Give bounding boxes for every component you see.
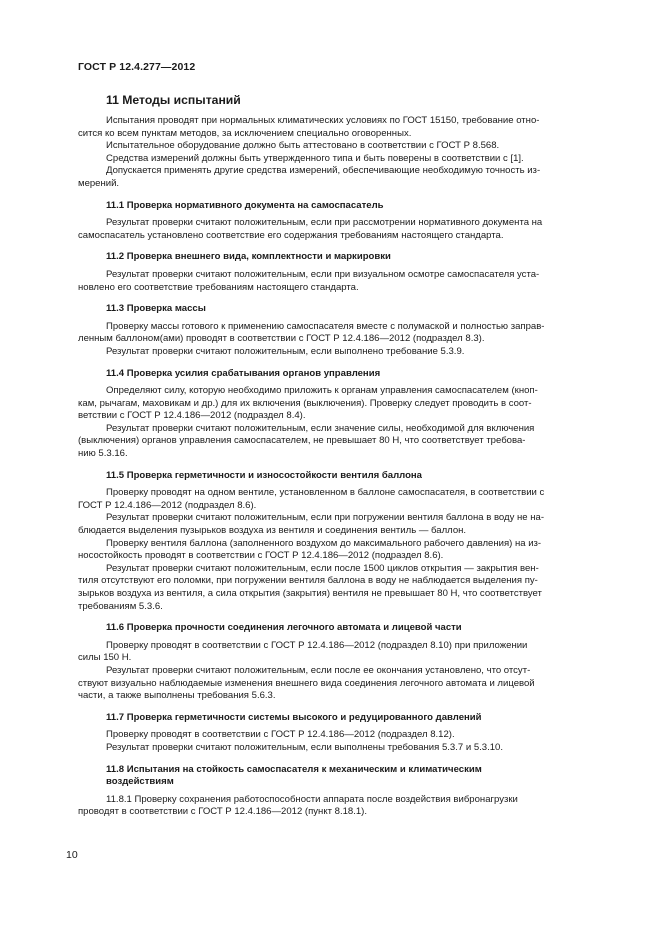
subsection-title-11-1: 11.1 Проверка нормативного документа на самоспасатель <box>106 199 384 211</box>
subsection-paragraph: Результат проверки считают положительным, если выполнены требования 5.3.7 и 5.3.10. <box>106 741 504 753</box>
subsection-paragraph: Определяют силу, которую необходимо приложить к органам управления самоспасателем (кноп- кам, рычагам, маховикам и др.) для их включения (выключения). Проверку следует проводить в соот- ветствии с ГОСТ Р 12.4.186—2012 (подраздел 8.4). <box>78 385 538 422</box>
subsection-paragraph: Результат проверки считают положительным, если при погружении вентиля баллона в воду не на- блюдается выделения пузырьков воздуха из вентиля и соединения вентиль — баллон. <box>78 512 545 537</box>
subsection-paragraph: Проверку проводят в соответствии с ГОСТ Р 12.4.186—2012 (подраздел 8.12). <box>106 729 455 741</box>
section-paragraph: Средства измерений должны быть утвержденного типа и быть поверены в соответствии с [1]. <box>106 152 524 164</box>
subsection-paragraph: 11.8.1 Проверку сохранения работоспособности аппарата после воздействия вибронагрузки проводят в соответствии с ГОСТ Р 12.4.186—2012 (пункт 8.18.1). <box>78 793 518 818</box>
subsection-paragraph: Результат проверки считают положительным, если после 1500 циклов открытия — закрытия вен- тиля отсутствуют его поломки, при погружении вентиля баллона в воду не наблюдается выделения пу- зырьков воздуха из вентиля, а сила открытия (закрытия) вентиля не превышает 80 Н, что соответствует требованиям 5.3.6. <box>78 562 542 612</box>
subsection-paragraph: Результат проверки считают положительным, если выполнено требование 5.3.9. <box>106 345 465 357</box>
subsection-title-11-3: 11.3 Проверка массы <box>106 303 206 315</box>
subsection-title-11-2: 11.2 Проверка внешнего вида, комплектности и маркировки <box>106 251 391 263</box>
section-paragraph: Допускается применять другие средства измерений, обеспечивающие необходимую точность из- мерений. <box>78 165 541 189</box>
subsection-paragraph: Результат проверки считают положительным, если при визуальном осмотре самоспасателя уста- новлено его соответствие требованиям настоящего стандарта. <box>78 268 540 293</box>
page-number: 10 <box>66 849 78 861</box>
subsection-paragraph: Результат проверки считают положительным, если после ее окончания установлено, что отсут- ствуют визуально наблюдаемые изменения внешнего вида соединения легочного автомата и лицевой части, а также выполнены требования 5.6.3. <box>78 664 535 702</box>
subsection-paragraph: Проверку вентиля баллона (заполненного воздухом до максимального рабочего давления) на из- носостойкость проводят в соответствии с ГОСТ Р 12.4.186—2012 (подраздел 8.6). <box>78 537 542 562</box>
subsection-paragraph: Результат проверки считают положительным, если при рассмотрении нормативного документа на самоспасатель установлено соответствие его содержания требованиям настоящего стандарта. <box>78 217 543 241</box>
subsection-title-11-5: 11.5 Проверка герметичности и износостойкости вентиля баллона <box>106 469 422 481</box>
section-paragraph: Испытательное оборудование должно быть аттестовано в соответствии с ГОСТ Р 8.568. <box>106 140 500 152</box>
subsection-title-11-8: 11.8 Испытания на стойкость самоспасателя к механическим и климатическим воздействиям <box>106 763 482 788</box>
document-code-header: ГОСТ Р 12.4.277—2012 <box>78 61 196 73</box>
page-content <box>78 93 610 819</box>
subsection-title-11-4: 11.4 Проверка усилия срабатывания органов управления <box>106 367 381 379</box>
section-paragraph: Испытания проводят при нормальных климатических условиях по ГОСТ 15150, требование отно- сится ко всем пунктам методов, за исключением специально оговоренных. <box>78 115 540 139</box>
section-title: 11 Методы испытаний <box>106 93 241 107</box>
subsection-paragraph: Проверку проводят в соответствии с ГОСТ Р 12.4.186—2012 (подраздел 8.10) при приложении силы 150 Н. <box>78 639 528 664</box>
subsection-paragraph: Результат проверки считают положительным, если значение силы, необходимой для включения (выключения) органов управления самоспасателем, не превышает 80 Н, что соответствует требова- нию 5.3.16. <box>78 422 535 460</box>
subsection-paragraph: Проверку проводят на одном вентиле, установленном в баллоне самоспасателя, в соответствии с ГОСТ Р 12.4.186—2012 (подраздел 8.6). <box>78 487 545 511</box>
subsection-title-11-7: 11.7 Проверка герметичности системы высокого и редуцированного давлений <box>106 711 482 723</box>
subsection-title-11-6: 11.6 Проверка прочности соединения легочного автомата и лицевой части <box>106 622 462 634</box>
subsection-paragraph: Проверку массы готового к применению самоспасателя вместе с полумаской и полностью заправ- ленным баллоном(ами) проводят в соответствии с ГОСТ Р 12.4.186—2012 (подраздел 8.3). <box>78 320 545 345</box>
